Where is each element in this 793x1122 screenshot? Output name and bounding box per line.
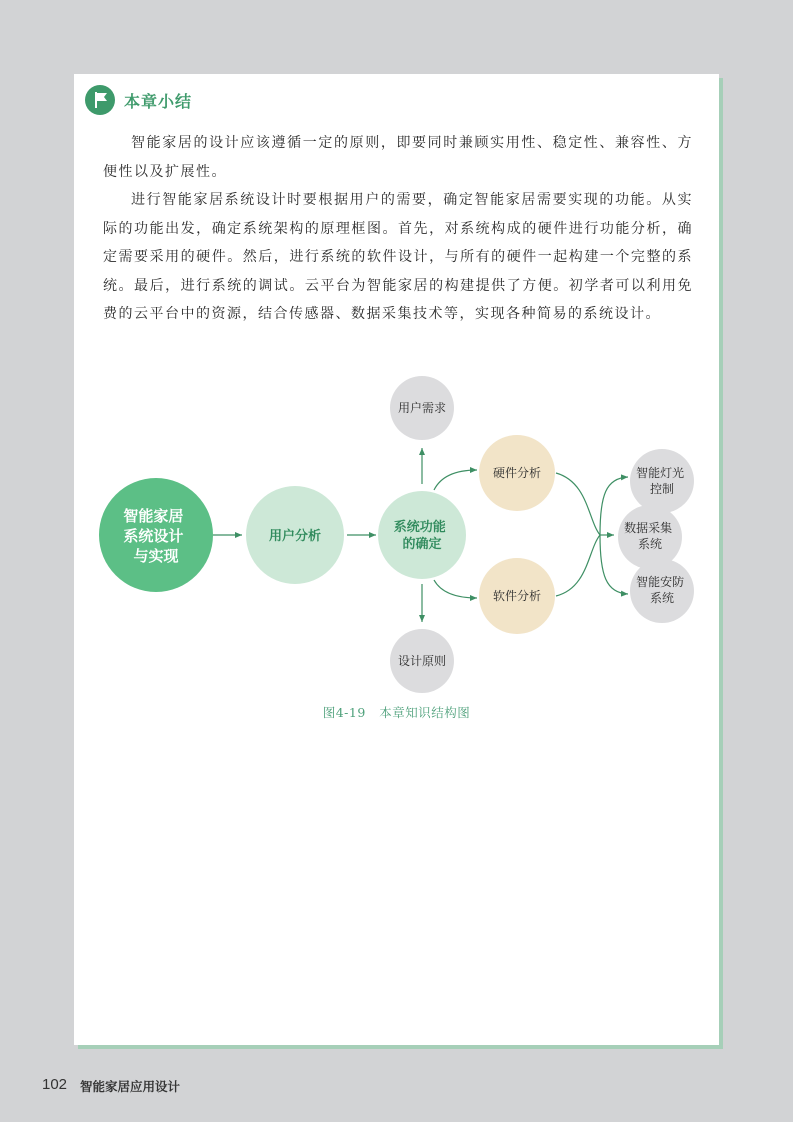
- node-light-line2: 控制: [649, 482, 675, 496]
- figure-number: 图4-19: [322, 705, 366, 720]
- arrow-func-to-software: [434, 580, 477, 598]
- node-security-line2: 系统: [649, 591, 675, 605]
- node-software: 软件分析: [492, 589, 542, 603]
- book-title: 智能家居应用设计: [80, 1079, 181, 1094]
- node-func-circle: [378, 491, 466, 579]
- figure-title: 本章知识结构图: [379, 705, 471, 720]
- node-main-line3: 与实现: [133, 547, 179, 565]
- node-main-line1: 智能家居: [123, 507, 184, 525]
- paragraph-2: 进行智能家居系统设计时要根据用户的需要，确定智能家居需要实现的功能。从实际的功能出发，确定系统架构的原理框图。首先，对系统构成的硬件进行功能分析，确定需要采用的硬件。然后，进行系统的软件设计，与所有的硬件一起构建一个完整的系统。最后，进行系统的调试。云平台为智能家居的构建提供了方便。初学者可以利用免费的云平台中的资源，结合传感器、数据采集技术等，实现各种简易的系统设计。: [103, 192, 693, 323]
- connector-hardware: [556, 473, 600, 535]
- node-main-line2: 系统设计: [123, 527, 184, 545]
- node-hardware: 硬件分析: [492, 466, 542, 480]
- node-light-line1: 智能灯光: [636, 466, 685, 480]
- connector-software: [556, 535, 600, 596]
- node-user-needs: 用户需求: [397, 401, 447, 415]
- node-data-line2: 系统: [637, 537, 663, 551]
- paragraph-1: 智能家居的设计应该遵循一定的原则，即要同时兼顾实用性、稳定性、兼容性、方便性以及扩展性。: [103, 135, 693, 180]
- node-light-circle: [630, 449, 694, 513]
- node-func-line1: 系统功能: [393, 520, 446, 535]
- node-data-line1: 数据采集: [624, 521, 673, 535]
- node-func-line2: 的确定: [402, 537, 442, 552]
- node-security-line1: 智能安防: [636, 575, 685, 589]
- arrow-func-to-hardware: [434, 470, 477, 490]
- figure-caption: [0, 703, 793, 721]
- page-number: 102: [42, 1076, 68, 1093]
- node-design-principle: 设计原则: [397, 654, 447, 668]
- section-title: 本章小结: [124, 92, 193, 111]
- node-user-analysis: 用户分析: [268, 529, 322, 544]
